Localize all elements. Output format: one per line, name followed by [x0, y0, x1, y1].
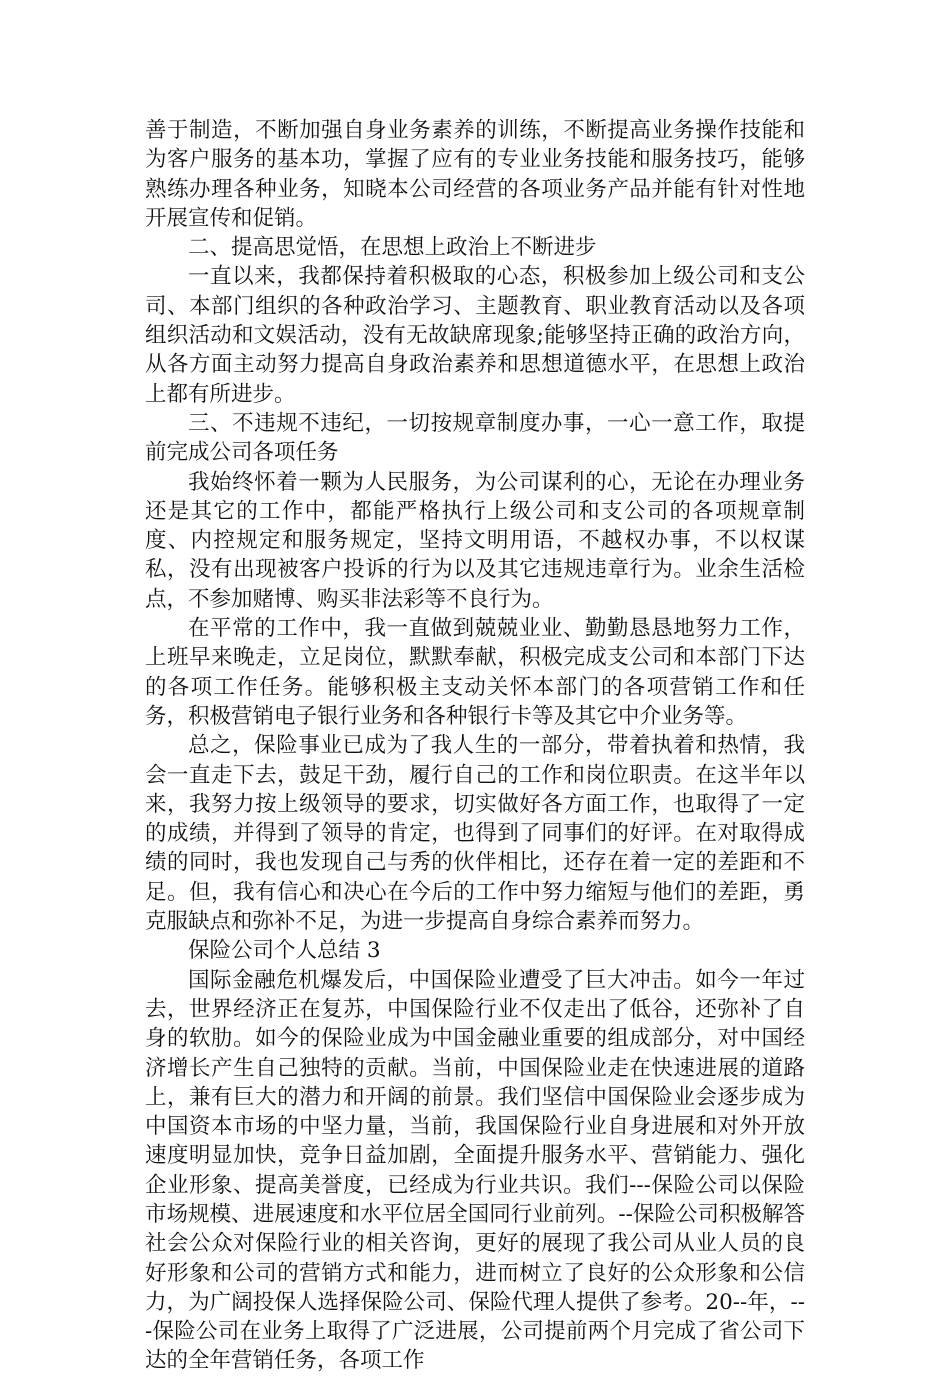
paragraph-political-study: 一直以来，我都保持着积极取的心态，积极参加上级公司和支公司、本部门组织的各种政治学习、主题教育、职业教育活动以及各项组织活动和文娱活动，没有无故缺席现象;能够坚持正确的政治方向，从各方面主动努力提高自身政治素养和思想道德水平，在思想上政治上都有所进步。: [145, 264, 805, 407]
paragraph-compliance: 我始终怀着一颗为人民服务，为公司谋利的心，无论在办理业务还是其它的工作中，都能严格执行上级公司和支公司的各项规章制度、内控规定和服务规定，坚持文明用语，不越权办事，不以权谋私，没有出现被客户投诉的行为以及其它违规违章行为。业余生活检点，不参加赌博、购买非法彩等不良行为。: [145, 469, 805, 612]
paragraph-daily-work: 在平常的工作中，我一直做到兢兢业业、勤勤恳恳地努力工作，上班早来晚走，立足岗位，默默奉献，积极完成支公司和本部门下达的各项工作任务。能够积极主支动关怀本部门的各项营销工作和任务，积极营销电子银行业务和各种银行卡等及其它中介业务等。: [145, 616, 805, 729]
paragraph-conclusion: 总之，保险事业已成为了我人生的一部分，带着执着和热情，我会一直走下去，鼓足干劲，履行自己的工作和岗位职责。在这半年以来，我努力按上级领导的要求，切实做好各方面工作，也取得了一定的成绩，并得到了领导的肯定，也得到了同事们的好评。在对取得成绩的同时，我也发现自己与秀的伙伴相比，还存在着一定的差距和不足。但，我有信心和决心在今后的工作中努力缩短与他们的差距，勇克服缺点和弥补不足，为进一步提高自身综合素养而努力。: [145, 733, 805, 935]
paragraph-industry-overview: 国际金融危机爆发后，中国保险业遭受了巨大冲击。如今一年过去，世界经济正在复苏，中国保险行业不仅走出了低谷，还弥补了自身的软肋。如今的保险业成为中国金融业重要的组成部分，对中国经济增长产生自己独特的贡献。当前，中国保险业走在快速进展的道路上，兼有巨大的潜力和开阔的前景。我们坚信中国保险业会逐步成为中国资本市场的中坚力量，当前，我国保险行业自身进展和对外开放速度明显加快，竞争日益加剧，全面提升服务水平、营销能力、强化企业形象、提高美誉度，已经成为行业共识。我们---保险公司以保险市场规模、进展速度和水平位居全国同行业前列。--保险公司积极解答社会公众对保险行业的相关咨询，更好的展现了我公司从业人员的良好形象和公司的营销方式和能力，进而树立了良好的公众形象和公信力，为广阔投保人选择保险公司、保险代理人提供了参考。20--年，---保险公司在业务上取得了广泛进展，公司提前两个月完成了省公司下达的全年营销任务，各项工作: [145, 967, 805, 1374]
document-body: [145, 116, 805, 1376]
section-heading-discipline: 三、不违规不违纪，一切按规章制度办事，一心一意工作，取提前完成公司各项任务: [145, 410, 805, 466]
section-title-summary-3: 保险公司个人总结 3: [188, 938, 381, 964]
section-heading-political-awareness: 二、提高思觉悟，在思想上政治上不断进步: [188, 235, 597, 261]
paragraph-service-skills: 善于制造，不断加强自身业务素养的训练，不断提高业务操作技能和为客户服务的基本功，掌握了应有的专业业务技能和服务技巧，能够熟练办理各种业务，知晓本公司经营的各项业务产品并能有针对性地开展宣传和促销。: [145, 118, 805, 231]
